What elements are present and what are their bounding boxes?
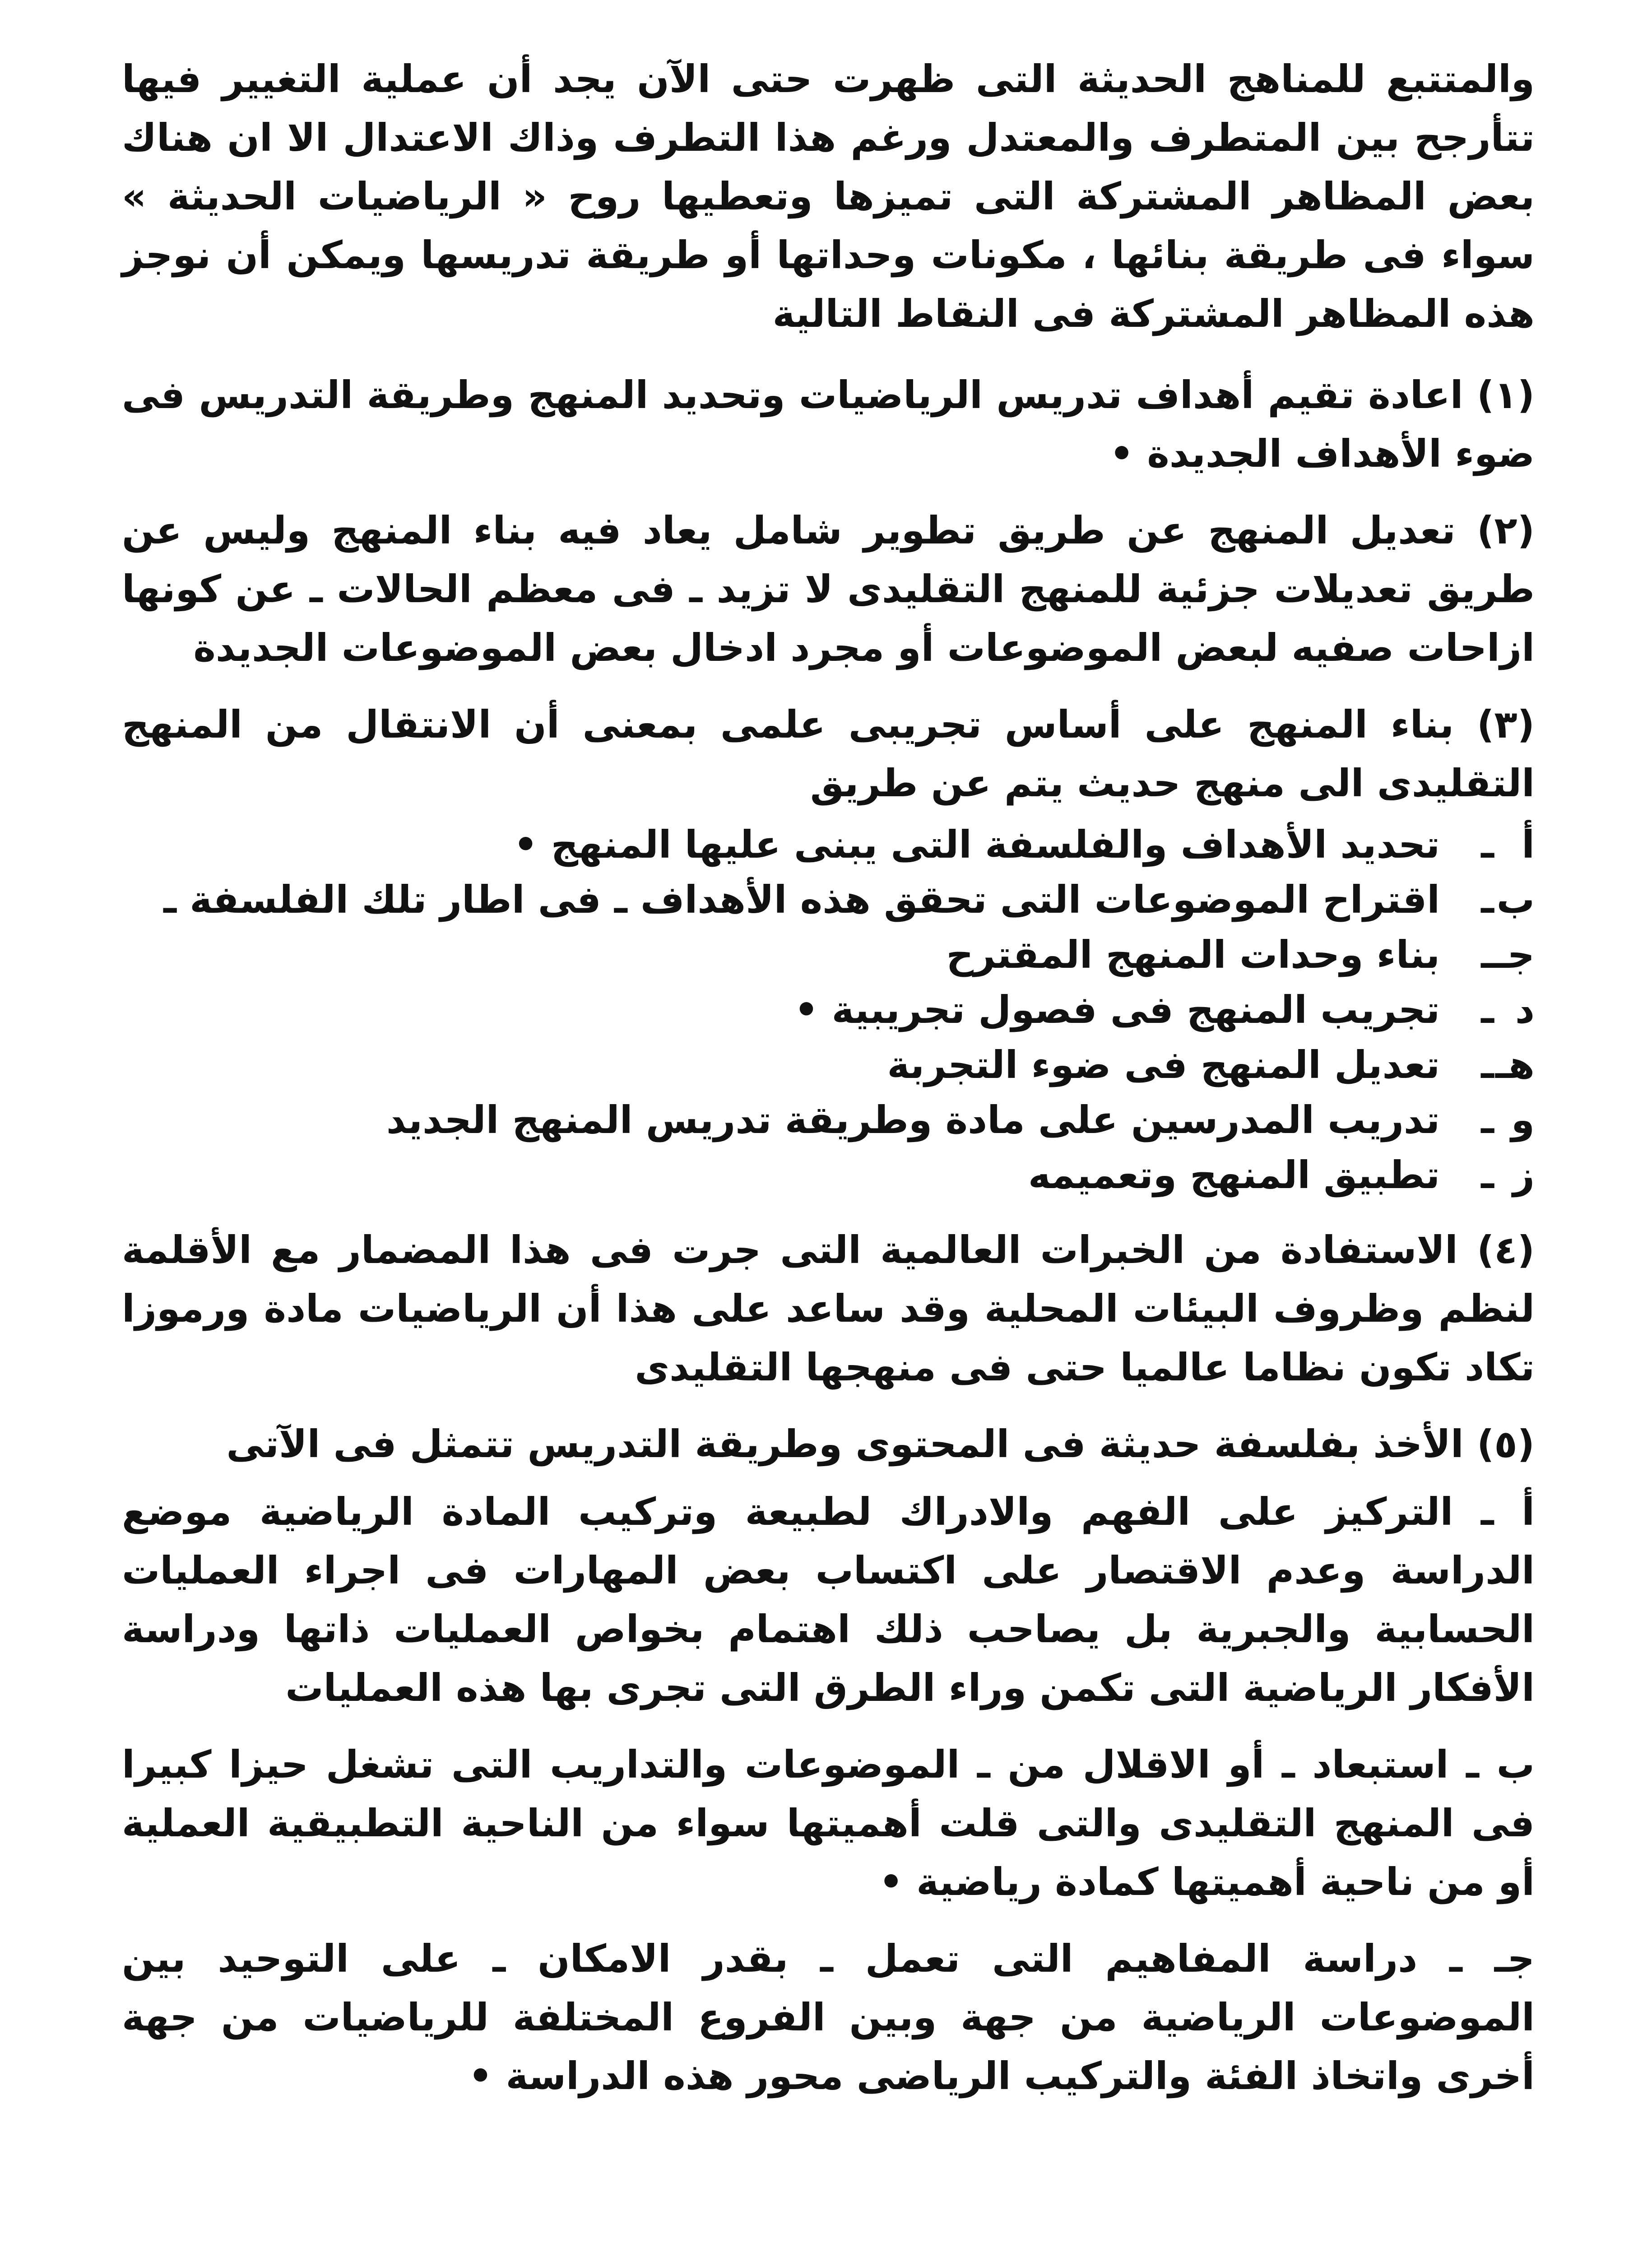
sublist-item-text: تطبيق المنهج وتعميمه	[1028, 1153, 1440, 1197]
point-dash: ـ	[1466, 1742, 1479, 1787]
sublist-item-letter: ز	[1513, 1153, 1535, 1197]
item-1	[122, 366, 1535, 483]
item-5-text: الأخذ بفلسفة حديثة فى المحتوى وطريقة التدريس تتمثل فى الآتى	[226, 1422, 1464, 1466]
sublist-item-dash: ـ	[1481, 1153, 1494, 1197]
item-2	[122, 501, 1535, 677]
sublist-item-dash: ـ	[1481, 878, 1494, 922]
point-text: استبعاد ـ أو الاقلال من ـ الموضوعات والتداريب التى تشغل حيزا كبيرا فى المنهج التقليدى والتى قلت أهميتها سواء من الناحية التطبيقية العملية أو من ناحية أهميتها كمادة رياضية •	[122, 1742, 1535, 1904]
item-3-sublist	[122, 817, 1535, 1203]
sublist-item-dash: ـ	[1481, 822, 1494, 867]
sublist-item	[122, 982, 1535, 1037]
item-4-text: الاستفادة من الخبرات العالمية التى جرت فى هذا المضمار مع الأقلمة لنظم وظروف البيئات المحلية وقد ساعد على هذا أن الرياضيات مادة ورموزا تكاد تكون نظاما عالميا حتى فى منهجها التقليدى	[122, 1228, 1535, 1389]
sublist-item	[122, 1147, 1535, 1203]
point-dash: ـ	[1449, 1937, 1462, 1981]
item-1-number: (١)	[1476, 373, 1535, 417]
sublist-item-text: تعديل المنهج فى ضوء التجربة	[887, 1043, 1440, 1087]
point-text: دراسة المفاهيم التى تعمل ـ بقدر الامكان ـ على التوحيد بين الموضوعات الرياضية من جهة وبين الفروع المختلفة للرياضيات من جهة أخرى واتخاذ الفئة والتركيب الرياضى محور هذه الدراسة •	[122, 1937, 1535, 2098]
sublist-item-dash: ـ	[1481, 1043, 1494, 1087]
sublist-item	[122, 927, 1535, 982]
sublist-item-text: تدريب المدرسين على مادة وطريقة تدريس المنهج الجديد	[386, 1098, 1440, 1142]
sublist-item-text: تحديد الأهداف والفلسفة التى يبنى عليها المنهج •	[513, 822, 1440, 867]
sublist-item	[122, 1037, 1535, 1092]
sublist-item	[122, 817, 1535, 872]
point-letter: أ	[1522, 1490, 1535, 1534]
point-letter: جـ	[1494, 1937, 1535, 1981]
sublist-item-letter: ب	[1496, 878, 1535, 922]
sublist-item-text: بناء وحدات المنهج المقترح	[946, 933, 1440, 977]
sublist-item-dash: ـ	[1481, 1098, 1494, 1142]
sublist-item	[122, 872, 1535, 927]
intro-paragraph: والمتتبع للمناهج الحديثة التى ظهرت حتى الآن يجد أن عملية التغيير فيها تتأرجح بين المتطرف والمعتدل ورغم هذا التطرف وذاك الاعتدال الا ان هناك بعض المظاهر المشتركة التى تميزها وتعطيها روح « الرياضيات الحديثة » سواء فى طريقة بنائها ، مكونات وحداتها أو طريقة تدريسها ويمكن أن نوجز هذه المظاهر المشتركة فى النقاط التالية	[122, 57, 1535, 336]
sublist-item-text: اقتراح الموضوعات التى تحقق هذه الأهداف ـ فى اطار تلك الفلسفة ـ	[163, 878, 1440, 922]
item-3-number: (٣)	[1476, 702, 1535, 747]
point-text: التركيز على الفهم والادراك لطبيعة وتركيب المادة الرياضية موضع الدراسة وعدم الاقتصار على اكتساب بعض المهارات فى اجراء العمليات الحسابية والجبرية بل يصاحب ذلك اهتمام بخواص العمليات ذاتها ودراسة الأفكار الرياضية التى تكمن وراء الطرق التى تجرى بها هذه العمليات	[122, 1490, 1535, 1710]
sublist-item-letter: د	[1515, 988, 1535, 1032]
page-content	[122, 50, 1535, 2123]
item-4	[122, 1221, 1535, 1397]
item-4-number: (٤)	[1476, 1228, 1535, 1272]
item-5	[122, 1415, 1535, 1473]
item-2-text: تعديل المنهج عن طريق تطوير شامل يعاد فيه بناء المنهج وليس عن طريق تعديلات جزئية للمنهج التقليدى لا تزيد ـ فى معظم الحالات ـ عن كونها ازاحات صفيه لبعض الموضوعات أو مجرد ادخال بعض الموضوعات الجديدة	[122, 508, 1535, 670]
sublist-item-dash: ـ	[1481, 933, 1494, 977]
point-letter: ب	[1496, 1742, 1535, 1787]
sublist-item-text: تجريب المنهج فى فصول تجريبية •	[794, 988, 1440, 1032]
sublist-item-letter: هـ	[1495, 1043, 1535, 1087]
item-1-text: اعادة تقيم أهداف تدريس الرياضيات وتحديد المنهج وطريقة التدريس فى ضوء الأهداف الجديدة •	[122, 373, 1535, 476]
item-3	[122, 695, 1535, 813]
sublist-item-letter: أ	[1522, 822, 1535, 867]
sublist-item-dash: ـ	[1481, 988, 1494, 1032]
item-5-number: (٥)	[1476, 1422, 1535, 1466]
item-5-point-a	[122, 1482, 1535, 1717]
item-3-text: بناء المنهج على أساس تجريبى علمى بمعنى أن الانتقال من المنهج التقليدى الى منهج حديث يتم عن طريق	[122, 702, 1535, 805]
item-2-number: (٢)	[1476, 508, 1535, 553]
item-5-point-b	[122, 1735, 1535, 1911]
sublist-item-letter: جـ	[1494, 933, 1535, 977]
point-dash: ـ	[1480, 1490, 1494, 1534]
sublist-item	[122, 1092, 1535, 1147]
item-5-point-c	[122, 1929, 1535, 2105]
sublist-item-letter: و	[1511, 1098, 1535, 1142]
